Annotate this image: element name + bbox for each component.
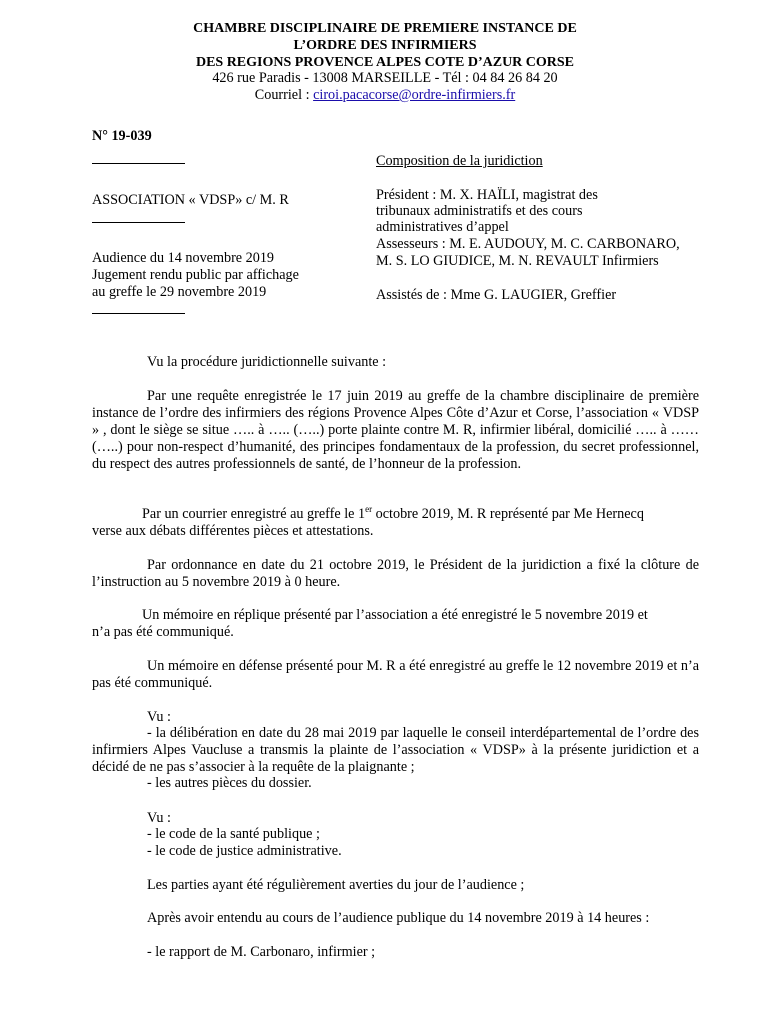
paragraph-order: Par ordonnance en date du 21 octobre 2019, le Président de la juridiction a fixé la clôture de l’instruction au 5 novembre 2019 à 0 heure.	[92, 557, 699, 590]
paragraph-reply-line1: Un mémoire en réplique présenté par l’association a été enregistré le 5 novembre 2019 et	[142, 607, 648, 623]
paragraph-reply-line2: n’a pas été communiqué.	[92, 624, 234, 640]
clerk: Assistés de : Mme G. LAUGIER, Greffier	[376, 287, 617, 303]
president-line2: tribunaux administratifs et des cours	[376, 203, 583, 219]
paragraph-report: - le rapport de M. Carbonaro, infirmier ;	[147, 944, 376, 960]
judgment-publication-date: au greffe le 29 novembre 2019	[92, 284, 267, 300]
procedure-intro: Vu la procédure juridictionnelle suivante :	[147, 354, 387, 370]
parties: ASSOCIATION « VDSP» c/ M. R	[92, 192, 289, 208]
divider	[92, 222, 185, 223]
paragraph-hearing-heard: Après avoir entendu au cours de l’audience publique du 14 novembre 2019 à 14 heures :	[147, 910, 650, 926]
vu-item-administrative-justice-code: - le code de justice administrative.	[147, 843, 342, 859]
assessors-line1: Assesseurs : M. E. AUDOUY, M. C. CARBONARO,	[376, 236, 680, 252]
paragraph-complaint: Par une requête enregistrée le 17 juin 2019 au greffe de la chambre disciplinaire de première instance de l’ordre des infirmiers des régions Provence Alpes Côte d’Azur et Corse, l’association « VDSP » , dont le siège se situe ….. à ….. (…..) porte plainte contre M. R, infirmier libéral, domicilié ….. à …… (…..) pour non-respect d’humanité, des principes fondamentaux de la profession, du secret professionnel, du respect des autres professionnels de santé, de l’honneur de la profession.	[92, 388, 699, 472]
hearing-date: Audience du 14 novembre 2019	[92, 250, 275, 266]
court-address: 426 rue Paradis - 13008 MARSEILLE - Tél : 04 84 26 84 20	[212, 70, 558, 86]
judgment-publication: Jugement rendu public par affichage	[92, 267, 299, 283]
email-link[interactable]: ciroi.pacacorse@ordre-infirmiers.fr	[313, 87, 516, 103]
vu-heading-2: Vu :	[147, 810, 171, 826]
vu-item-public-health-code: - le code de la santé publique ;	[147, 826, 320, 842]
vu-item-deliberation: - la délibération en date du 28 mai 2019 par laquelle le conseil interdépartemental de l’ordre des infirmiers Alpes Vaucluse a transmis la plainte de l’association « VDSP» à la présente juridiction et a décidé de ne pas s’associer à la requête de la plaignante ;	[92, 725, 699, 775]
divider	[92, 313, 185, 314]
paragraph-defense: Un mémoire en défense présenté pour M. R a été enregistré au greffe le 12 novembre 2019 et n’a pas été communiqué.	[92, 658, 699, 691]
divider	[92, 163, 185, 164]
assessors-line2: M. S. LO GIUDICE, M. N. REVAULT Infirmiers	[376, 253, 659, 269]
vu-item-other-documents: - les autres pièces du dossier.	[147, 775, 312, 791]
paragraph-letter-text-a: Par un courrier enregistré au greffe le 1	[142, 506, 366, 522]
composition-title: Composition de la juridiction	[376, 153, 543, 169]
paragraph-letter-text-b: octobre 2019, M. R représenté par Me Hernecq	[372, 506, 644, 522]
court-email-line	[0, 87, 770, 104]
paragraph-letter-line2: verse aux débats différentes pièces et attestations.	[92, 523, 374, 539]
ordinal-suffix: er	[365, 504, 373, 514]
president-line1: Président : M. X. HAÏLI, magistrat des	[376, 187, 598, 203]
court-name-line1: CHAMBRE DISCIPLINAIRE DE PREMIERE INSTANCE DE	[193, 21, 577, 36]
paragraph-parties-notified: Les parties ayant été régulièrement averties du jour de l’audience ;	[147, 877, 525, 893]
email-label: Courriel :	[254, 87, 314, 103]
case-number: N° 19-039	[92, 128, 152, 144]
president-line3: administratives d’appel	[376, 219, 509, 235]
court-name-line3: DES REGIONS PROVENCE ALPES COTE D’AZUR CORSE	[195, 55, 575, 70]
vu-heading-1: Vu :	[147, 709, 171, 725]
paragraph-letter-line1	[142, 506, 644, 523]
court-name-line2: L’ORDRE DES INFIRMIERS	[293, 38, 477, 53]
